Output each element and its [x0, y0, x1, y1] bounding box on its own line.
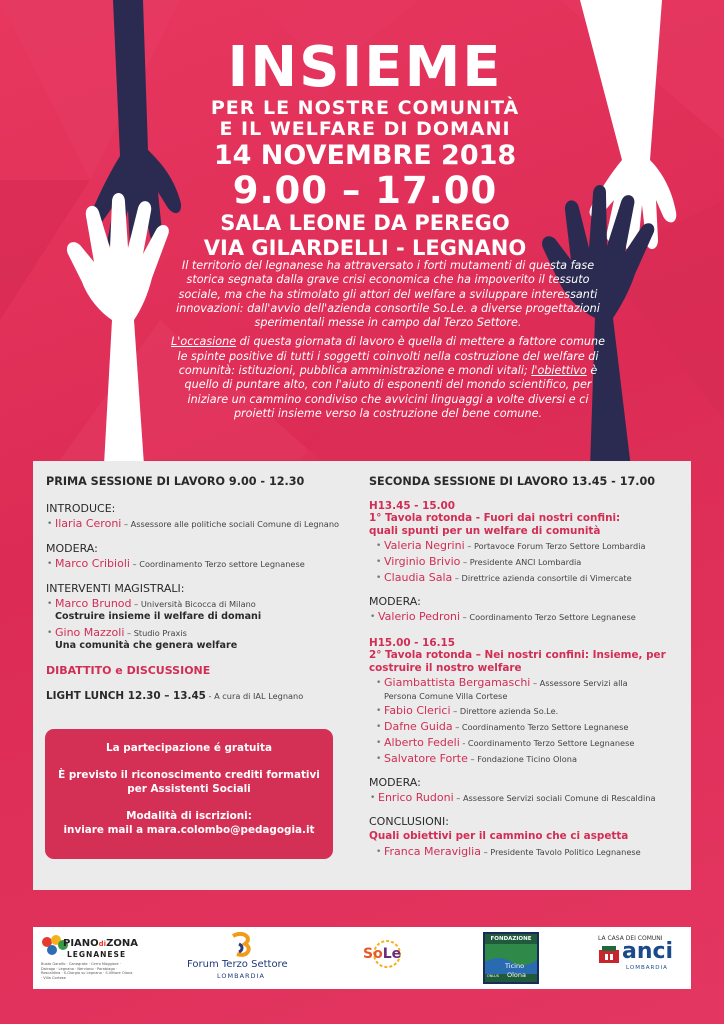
speaker-role: - Coordinamento Terzo Settore Legnanese [459, 738, 635, 749]
speaker-name: Alberto Fedeli [384, 736, 460, 750]
di-word: di [98, 940, 107, 948]
forum-terzo-settore-logo [183, 932, 303, 984]
event-title: INSIEME [227, 35, 503, 100]
interventi-label: INTERVENTI MAGISTRALI: [46, 582, 185, 595]
speaker-name: Valeria Negrini [384, 539, 465, 553]
forum-region: LOMBARDIA [217, 972, 265, 980]
second-session-title: SECONDA SESSIONE DI LAVORO 13.45 - 17.00 [369, 475, 656, 488]
speaker-role: – Direttore azienda So.Le. [450, 706, 559, 717]
moderator [46, 557, 346, 571]
anci-building-icon [598, 944, 620, 964]
closing-speaker [375, 845, 684, 859]
speaker-name: Valerio Pedroni [378, 610, 461, 624]
speaker-role: – Fondazione Ticino Olona [467, 754, 577, 765]
panelist [375, 704, 684, 718]
intro-text [168, 259, 608, 426]
forum-name: Forum Terzo Settore [187, 959, 288, 970]
event-subtitle-line-2: E IL WELFARE DI DOMANI [219, 118, 511, 140]
conclusioni-title: Quali obiettivi per il cammino che ci aspetta [369, 830, 629, 843]
event-address: VIA GILARDELLI - LEGNANO [203, 236, 527, 260]
speaker-name: Marco Cribioli [55, 557, 130, 570]
keynote-talk-2: Una comunità che genera welfare [55, 640, 238, 651]
sole-logo [351, 932, 421, 984]
slot-1-title-line-2: quali spunti per un welfare di comunità [369, 524, 601, 537]
slot-2-time: H15.00 - 16.15 [369, 637, 455, 650]
modera-2-label: MODERA: [369, 776, 421, 790]
dibattito-label: DIBATTITO e DISCUSSIONE [46, 664, 211, 677]
first-session-column [46, 475, 346, 702]
speaker-role-continued: Persona Comune Villa Cortese [384, 691, 508, 702]
speaker-role: – Coordinamento Terzo Settore Legnanese [452, 722, 629, 733]
event-venue: SALA LEONE DA PEREGO [220, 211, 510, 235]
keynote-speaker-1 [46, 597, 346, 611]
speaker-name: Fabio Clerici [384, 704, 451, 718]
second-session-column [369, 475, 684, 859]
speaker-role: – Coordinamento Terzo settore Legnanese [129, 559, 305, 569]
olona-word: Olona [507, 971, 527, 979]
modera-label: MODERA: [46, 542, 98, 555]
speaker-name: Ilaria Ceroni [55, 517, 122, 530]
conclusioni-label: CONCLUSIONI: [369, 815, 449, 829]
partner-logos-strip [33, 927, 691, 989]
intro-paragraph-2 [168, 335, 608, 421]
panelist [375, 571, 684, 585]
onlus-word: ONLUS [487, 974, 499, 978]
program-panel [33, 461, 691, 890]
anci-word: anci [622, 939, 674, 964]
introduce-label: INTRODUCE: [46, 502, 116, 515]
slot-2-speakers [369, 676, 684, 766]
speaker-name: Dafne Guida [384, 720, 453, 734]
speaker-name: Enrico Rudoni [378, 791, 454, 805]
hero-header [150, 35, 580, 261]
moderator-1 [369, 610, 684, 624]
info-registration-email[interactable]: inviare mail a mara.colombo@pedagogia.it [63, 824, 315, 836]
anci-lombardia-logo [598, 932, 683, 984]
speaker-name: Claudia Sala [384, 571, 453, 585]
intro-obiettivo: l'obiettivo [531, 364, 587, 378]
speaker-name: Virginio Brivio [384, 555, 461, 569]
speaker-role: – Assessore alle politiche sociali Comune di Legnano [121, 519, 340, 529]
speaker-role: – Assessore Servizi alla [530, 678, 628, 689]
speaker-role: – Studio Praxis [124, 628, 187, 638]
piano-word: PIANO [63, 938, 99, 949]
sole-le: Le [382, 946, 402, 962]
forum-mark-icon [229, 932, 255, 958]
info-free: La partecipazione é gratuita [106, 742, 272, 754]
registration-info-box [45, 729, 333, 859]
panelist [375, 736, 684, 750]
intro-paragraph-1: Il territorio del legnanese ha attraversato i forti mutamenti di questa fase storica segnata dalla grave crisi economica che ha impoverito il tessuto sociale, ma che ha stimolato gli attori del welfare a sviluppare interessanti innovazioni: dall'avvio dell'azienda consortile So.Le. a diverse progettazioni sperimentali messe in campo dal Terzo Settore. [176, 259, 600, 330]
slot-1-title-line-1: 1° Tavola rotonda - Fuori dai nostri confini: [369, 512, 621, 524]
speaker-role: – Direttrice azienda consortile di Vimercate [452, 573, 632, 584]
speaker-role: – Presidente Tavolo Politico Legnanese [480, 846, 641, 857]
slot-2-title-line-1: 2° Tavola rotonda – Nei nostri confini: Insieme, per [369, 649, 666, 662]
introduce-speaker [46, 517, 346, 531]
zona-word: ZONA [106, 938, 138, 949]
speaker-role: – Università Bicocca di Milano [131, 599, 256, 609]
fondazione-word: FONDAZIONE [490, 936, 532, 942]
speaker-name: Salvatore Forte [384, 752, 468, 766]
slot-1-time: H13.45 - 15.00 [369, 500, 455, 512]
sole-so: So [363, 946, 383, 962]
panelist [375, 676, 684, 690]
panelist [375, 720, 684, 734]
event-date: 14 NOVEMBRE 2018 [213, 140, 517, 171]
anci-region: LOMBARDIA [626, 965, 668, 971]
intro-text-b: è quello di puntare alto, con l'aiuto di esponenti del mondo scientifico, per iniziare un cammino condiviso che avvicini linguaggi a volte diversi e ci proietti insieme verso la costruzione del bene comune. [184, 364, 598, 420]
speaker-name: Gino Mazzoli [55, 626, 125, 639]
speaker-role: – Assessore Servizi sociali Comune di Rescaldina [453, 793, 656, 804]
piano-municipalities: Busto Garolfo · Canegrate · Cerro Maggiore · Dairago · Legnano · Nerviano · Parabiago · Rescaldina · S.Giorgio su Legnano · S.Vittore Olona · Villa Cortese [41, 962, 133, 980]
panelist [375, 752, 684, 766]
moderator-2 [369, 791, 684, 805]
event-subtitle-line-1: PER LE NOSTRE COMUNITÀ [210, 97, 520, 119]
panelist [375, 539, 684, 553]
slot-2-title-line-2: costruire il nostro welfare [369, 661, 522, 674]
lunch-caterer: - A cura di IAL Legnano [205, 691, 304, 701]
ticino-word: Ticino [505, 962, 525, 970]
speaker-name: Giambattista Bergamaschi [384, 676, 531, 690]
speaker-role: – Coordinamento Terzo Settore Legnanese [460, 612, 636, 623]
anci-tagline: LA CASA DEI COMUNI [598, 935, 663, 942]
intro-text-a: di questa giornata di lavoro è quella di mettere a fattore comune le spinte positive di tutti i soggetti coinvolti nella costruzione del welfare di comunità: istituzioni, pubblica amministrazione e mondi vitali; [177, 335, 605, 378]
speaker-name: Marco Brunod [55, 597, 132, 610]
speaker-name: Franca Meraviglia [384, 844, 481, 858]
modera-1-label: MODERA: [369, 595, 421, 609]
first-session-title: PRIMA SESSIONE DI LAVORO 9.00 - 12.30 [46, 475, 305, 488]
panelist [375, 555, 684, 569]
info-credits-2: per Assistenti Sociali [127, 783, 251, 795]
legnanese-word: LEGNANESE [67, 950, 127, 959]
info-credits-1: È previsto il riconoscimento crediti formativi [58, 769, 320, 781]
speaker-role: – Portavoce Forum Terzo Settore Lombardia [464, 541, 646, 552]
keynote-talk-1: Costruire insieme il welfare di domani [55, 611, 262, 622]
intro-occasione: L'occasione [171, 335, 237, 349]
lunch-time: LIGHT LUNCH 12.30 – 13.45 [46, 690, 206, 702]
info-registration-label: Modalità di iscrizioni: [126, 810, 252, 822]
fondazione-ticino-olona-logo [483, 932, 539, 984]
piano-di-zona-logo [41, 932, 138, 984]
keynote-speaker-2 [46, 626, 346, 640]
slot-1-speakers [369, 539, 684, 585]
light-lunch [46, 690, 346, 702]
speaker-role: – Presidente ANCI Lombardia [460, 557, 582, 568]
event-time: 9.00 – 17.00 [232, 169, 498, 212]
